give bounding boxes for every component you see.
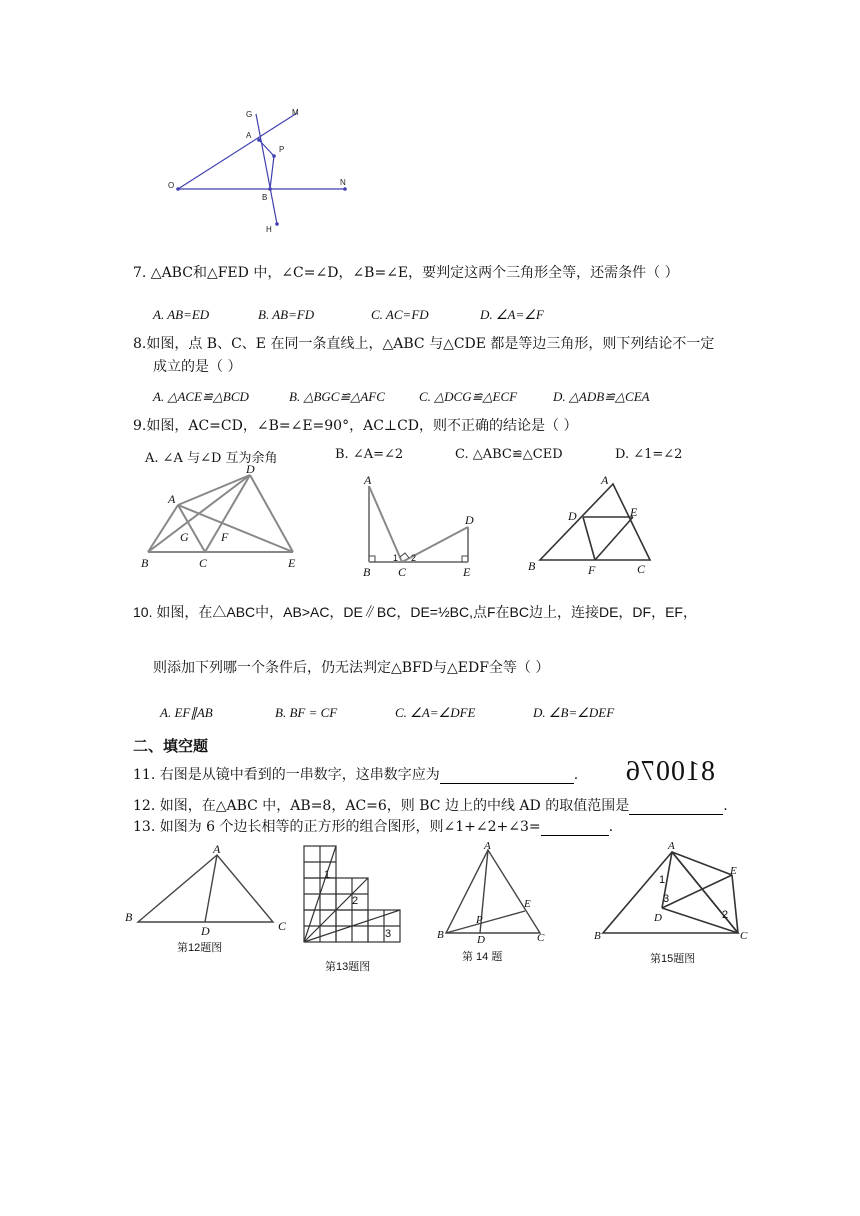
question-9: 9.如图，AC=CD，∠B=∠E=90°，AC⊥CD，则不正确的结论是（ ） bbox=[133, 418, 578, 434]
label-a: A bbox=[168, 492, 176, 506]
caption-figure-14: 第 14 题 bbox=[462, 951, 503, 963]
angle-3-label: 3 bbox=[663, 893, 670, 905]
question-12 bbox=[133, 797, 728, 815]
angle-1-label: 1 bbox=[393, 553, 399, 563]
angle-2-label: 2 bbox=[352, 895, 359, 907]
q10-option-d[interactable]: D. ∠B=∠DEF bbox=[533, 705, 615, 720]
figure-angle-construction bbox=[160, 100, 360, 240]
label-a: A bbox=[484, 840, 491, 852]
question-11-text: 11. 右图是从镜中看到的一串数字，这串数字应为 bbox=[133, 767, 440, 783]
caption-figure-13: 第13题图 bbox=[325, 961, 371, 973]
q7-option-d[interactable]: D. ∠A=∠F bbox=[480, 307, 544, 322]
label-e: E bbox=[730, 865, 737, 877]
figure-14-triangle bbox=[430, 840, 555, 950]
figure-15-triangles bbox=[590, 840, 755, 945]
label-e: E bbox=[630, 505, 638, 519]
label-b: B bbox=[363, 565, 371, 579]
label-b: B bbox=[528, 559, 536, 573]
question-12-end: . bbox=[723, 798, 728, 814]
question-11 bbox=[133, 766, 578, 784]
label-b: B bbox=[141, 556, 149, 570]
label-d: D bbox=[201, 924, 210, 938]
figure-q9-right-angles bbox=[355, 470, 485, 580]
question-13-text: 13. 如图为 6 个边长相等的正方形的组合图形，则∠1+∠2+∠3= bbox=[133, 819, 541, 835]
figure-q10-midline bbox=[525, 470, 665, 575]
label-n: N bbox=[340, 178, 346, 187]
q8-option-b[interactable]: B. △BGC≌△AFC bbox=[289, 389, 385, 404]
figure-13-squares bbox=[300, 842, 405, 960]
q7-option-c[interactable]: C. AC=FD bbox=[371, 307, 429, 322]
label-p: P bbox=[279, 145, 285, 154]
question-10-line2: 则添加下列哪一个条件后，仍无法判定△BFD与△EDF全等（ ） bbox=[153, 660, 550, 676]
angle-2-label: 2 bbox=[411, 553, 417, 563]
label-h: H bbox=[266, 225, 272, 234]
mirrored-number: 810076 bbox=[625, 756, 715, 787]
label-g: G bbox=[180, 530, 189, 544]
caption-figure-12: 第12题图 bbox=[177, 942, 223, 954]
question-7: 7. △ABC和△FED 中，∠C=∠D，∠B=∠E，要判定这两个三角形全等，还需条件（ ） bbox=[133, 265, 679, 281]
label-g: G bbox=[246, 110, 253, 119]
label-d: D bbox=[477, 934, 485, 946]
label-b: B bbox=[594, 930, 601, 942]
q8-option-d[interactable]: D. △ADB≌△CEA bbox=[553, 389, 650, 404]
answer-blank-11[interactable] bbox=[440, 767, 574, 784]
label-a: A bbox=[668, 840, 675, 852]
q10-option-c[interactable]: C. ∠A=∠DFE bbox=[395, 705, 476, 720]
label-b: B bbox=[125, 910, 133, 924]
figure-q8-equilateral bbox=[135, 460, 310, 575]
q7-option-a[interactable]: A. AB=ED bbox=[153, 307, 210, 322]
label-f: F bbox=[221, 530, 229, 544]
angle-3-label: 3 bbox=[385, 928, 392, 940]
label-d: D bbox=[654, 912, 662, 924]
caption-figure-15: 第15题图 bbox=[650, 953, 696, 965]
label-d: D bbox=[465, 513, 474, 527]
question-13 bbox=[133, 818, 613, 836]
label-c: C bbox=[740, 930, 748, 942]
label-p: P bbox=[476, 914, 483, 926]
question-11-end: . bbox=[573, 767, 579, 783]
label-m: M bbox=[292, 108, 299, 117]
label-c: C bbox=[398, 565, 407, 579]
section-heading-fill-in: 二、填空题 bbox=[133, 738, 209, 755]
q8-option-c[interactable]: C. △DCG≌△ECF bbox=[419, 389, 518, 404]
answer-blank-13[interactable] bbox=[541, 819, 609, 836]
label-a: A bbox=[213, 842, 221, 856]
label-c: C bbox=[199, 556, 208, 570]
label-f: F bbox=[588, 563, 596, 575]
label-e: E bbox=[288, 556, 296, 570]
label-a: A bbox=[601, 473, 609, 487]
angle-1-label: 1 bbox=[659, 874, 666, 886]
question-8-line2: 成立的是（ ） bbox=[153, 359, 242, 375]
q9-option-c[interactable]: C. △ABC≌△CED bbox=[455, 447, 563, 462]
label-b: B bbox=[437, 929, 444, 941]
answer-blank-12[interactable] bbox=[629, 798, 723, 815]
q9-option-a[interactable]: A. ∠A 与∠D 互为余角 bbox=[145, 451, 278, 466]
label-d: D bbox=[568, 509, 577, 523]
question-13-end: . bbox=[608, 819, 614, 835]
q7-option-b[interactable]: B. AB=FD bbox=[258, 307, 315, 322]
label-b: B bbox=[262, 193, 268, 202]
label-e: E bbox=[463, 565, 471, 579]
label-o: O bbox=[168, 181, 175, 190]
label-a: A bbox=[364, 473, 372, 487]
label-e: E bbox=[524, 898, 531, 910]
angle-1-label: 1 bbox=[324, 869, 331, 881]
question-12-text: 12. 如图，在△ABC 中，AB=8，AC=6，则 BC 边上的中线 AD 的取值范围是 bbox=[133, 798, 630, 814]
label-c: C bbox=[537, 932, 545, 944]
label-a: A bbox=[246, 131, 252, 140]
question-10-line1: 10. 如图，在△ABC中，AB>AC，DE∥BC，DE=½BC,点F在BC边上，连接DE，DF，EF， bbox=[133, 604, 697, 620]
q9-option-b[interactable]: B. ∠A=∠2 bbox=[335, 447, 404, 462]
figure-12-triangle bbox=[120, 840, 295, 940]
label-d: D bbox=[246, 462, 255, 476]
angle-2-label: 2 bbox=[722, 909, 729, 921]
q10-option-b[interactable]: B. BF = CF bbox=[275, 705, 338, 720]
question-8-line1: 8.如图，点 B、C、E 在同一条直线上，△ABC 与△CDE 都是等边三角形，则下列结论不一定 bbox=[133, 336, 715, 352]
label-c: C bbox=[637, 562, 646, 575]
q9-option-d[interactable]: D. ∠1=∠2 bbox=[615, 447, 683, 462]
q10-option-a[interactable]: A. EF∥AB bbox=[160, 705, 213, 720]
label-c: C bbox=[278, 919, 287, 933]
q8-option-a[interactable]: A. △ACE≌△BCD bbox=[153, 389, 249, 404]
